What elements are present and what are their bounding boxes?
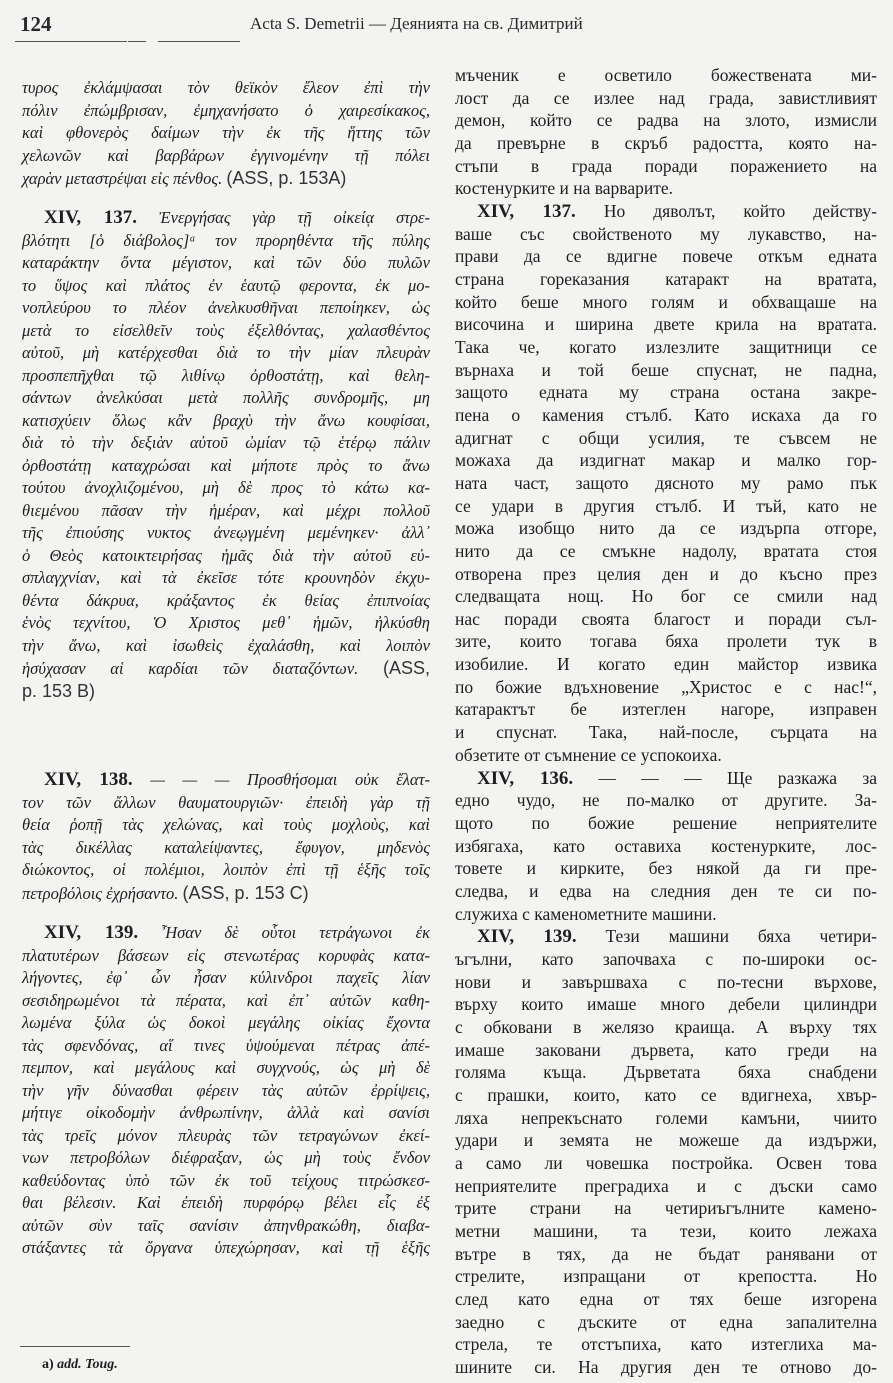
text-line xyxy=(455,132,877,155)
text-line xyxy=(455,1061,877,1084)
text-line xyxy=(455,653,877,676)
line-text: щото по божие решение неприятелите xyxy=(455,813,877,834)
line-text: избягаха, като оставиха костенурките, лос- xyxy=(455,835,877,856)
line-text: ὁ Θεὸς κατοικτειρήσας ἡμᾶς διὰ τὴν αὐτοῦ εὐ- xyxy=(22,545,430,565)
text-line xyxy=(22,657,430,680)
header-rule xyxy=(128,41,146,42)
text-line xyxy=(455,313,877,336)
text-line xyxy=(22,769,430,792)
footnote xyxy=(42,1357,118,1373)
section-136 xyxy=(455,767,877,926)
text-line xyxy=(455,925,877,948)
text-line xyxy=(455,767,877,790)
text-line xyxy=(455,880,877,903)
source-reference: p. 153 B) xyxy=(22,680,96,701)
line-text: νοπλεύρου το πλέον ἀνελκυσθῆναι πεποίηκεν, ὡς xyxy=(22,298,430,317)
text-line xyxy=(22,500,430,523)
line-text: прави да се вдигне повече откъм едната xyxy=(455,246,877,267)
text-line xyxy=(455,109,877,132)
text-line xyxy=(22,100,430,123)
line-text: обзетите от съмнение се успокоиха. xyxy=(455,744,722,765)
text-line xyxy=(455,1016,877,1039)
text-line xyxy=(22,252,430,275)
line-text: имаше заковани дървета, като греди на xyxy=(455,1039,877,1060)
text-line xyxy=(455,404,877,427)
text-line xyxy=(22,635,430,658)
text-line xyxy=(455,155,877,178)
text-line xyxy=(455,857,877,880)
text-line xyxy=(22,1147,430,1170)
text-line xyxy=(455,87,877,110)
paragraph-continuation xyxy=(22,77,430,190)
section-139 xyxy=(455,925,877,1378)
text-line xyxy=(455,1084,877,1107)
text-line xyxy=(455,585,877,608)
line-text: αὐτῶν σὺν ταῖς σανίσιν ἀπηνθρακώθη, διαβα- xyxy=(22,1215,430,1235)
text-line xyxy=(22,990,430,1013)
line-text: Ἐνεργήσας γὰρ τῇ οἰκείᾳ στρε- xyxy=(136,208,430,227)
text-line xyxy=(455,472,877,495)
line-text: χελωνῶν καὶ βαρβάρων ἐγγινομένην τῇ πόλει xyxy=(22,145,430,165)
line-text: λήγοντες, ἐφ᾽ ὧν ἦσαν κύλινδροι παχεῖς λίαν xyxy=(22,968,430,987)
line-text: στάξαντες τὰ ὄργανα ὑπεχώρησαν, καὶ τῇ ἑξῆς xyxy=(22,1238,430,1257)
line-text: τὴν ἄνω, καὶ ἰσωθεὶς ἐχαλάσθη, καὶ λοιπὸν xyxy=(22,635,430,655)
text-line xyxy=(455,64,877,87)
text-line xyxy=(455,517,877,540)
section-number: XIV, 139. xyxy=(44,922,139,943)
line-text: θιεμένου πᾶσαν τὴν ἡμέραν, καὶ μέχρι πολλοῦ xyxy=(22,500,430,520)
text-line xyxy=(22,477,430,500)
text-line xyxy=(22,207,430,230)
text-line xyxy=(455,698,877,721)
line-text: Но дяволът, който действу- xyxy=(575,201,877,222)
line-text: καθεύδοντας ὑπὸ τῶν ἐκ τοῦ τείχους τιτρώσκεσ- xyxy=(22,1170,430,1190)
line-text: заедно с дъските от една запалителна xyxy=(455,1311,877,1332)
line-text: τυρος ἐκλάμψασαι τὸν θεϊκὸν ἔλεον ἐπὶ τὴν xyxy=(22,78,430,97)
section-number: XIV, 137. xyxy=(44,207,137,228)
text-line xyxy=(455,721,877,744)
text-line xyxy=(455,948,877,971)
text-line xyxy=(455,540,877,563)
line-text: след като една от тях беше изгорена xyxy=(455,1288,877,1309)
line-text: καταράκτην ὄντα μέγιστον, καὶ τῶν δύο πυλῶν xyxy=(22,253,430,272)
text-line xyxy=(455,177,877,200)
text-line xyxy=(22,1237,430,1260)
text-line xyxy=(22,792,430,815)
text-line xyxy=(22,365,430,388)
line-text: λωμένα ξύλα ὡς δοκοὶ μεγάλης οἰκίας ἔχοντα xyxy=(22,1013,430,1032)
running-title: Acta S. Demetrii — Деянията на св. Димитрий xyxy=(250,14,583,33)
paragraph-continuation xyxy=(455,64,877,200)
text-line xyxy=(22,1170,430,1193)
text-line xyxy=(22,945,430,968)
line-text: ἑνὸς τεχνίτου, Ὁ Χριστος μεθ᾽ ἡμῶν, ἠλκύσθη xyxy=(22,613,430,632)
text-line xyxy=(455,744,877,767)
text-line xyxy=(455,200,877,223)
line-text: πετροβόλοις ἐχρήσαντο. xyxy=(22,883,183,903)
text-line xyxy=(455,336,877,359)
text-line xyxy=(22,612,430,635)
line-text: неприятелите преградиха и с дъски само xyxy=(455,1175,877,1196)
header-rule xyxy=(158,41,240,42)
line-text: αὐτοῦ, μὴ κατέρχεσθαι διὰ το τὴν μίαν πλευρὰν xyxy=(22,343,430,362)
source-reference: (ASS, p. 153A) xyxy=(226,168,347,188)
section-number: XIV, 137. xyxy=(477,201,576,223)
line-text: ляха непрекъснато големи камъни, чиито xyxy=(455,1107,877,1128)
line-text: лост да се излее над града, завистливият xyxy=(455,87,877,108)
text-line xyxy=(455,1129,877,1152)
line-text: νων πετροβόλων διέφραξαν, ὡς μὴ τοὺς ἔνδον xyxy=(22,1148,430,1167)
line-text: σεσιδηρωμένοι τὰ πέρατα, καὶ ἐπ᾽ αὐτῶν καθη- xyxy=(22,990,430,1010)
text-line xyxy=(22,545,430,568)
line-text: πλατυτέρων βάσεων εἰς στενωτέρας κορυφὰς κατα- xyxy=(22,945,430,965)
line-text: по божие вдъхновение „Христос е с нас!“, xyxy=(455,676,877,697)
line-text: с обковани в желязо краища. А върху тях xyxy=(455,1017,877,1038)
text-line xyxy=(455,1175,877,1198)
text-line xyxy=(22,567,430,590)
line-text: Така че, когато излезлите защитници се xyxy=(455,336,877,357)
line-text: θεία ῥοπῇ τὰς χελώνας, καὶ τοὺς μοχλοὺς, καὶ xyxy=(22,815,430,834)
line-text: τὰς δικέλλας καταλείψαντες, ἔφυγον, μηδενὸς xyxy=(22,837,430,857)
text-line xyxy=(22,432,430,455)
line-text: τούτου ἀνοχλιζομένου, μὴ δὲ προς τὸ κάτω κα- xyxy=(22,478,430,497)
line-text: τῆς ἐπιούσης νυκτος ἀνεῳγμένη μεμένηκεν· ἀλλ᾽ xyxy=(22,523,430,542)
text-line xyxy=(455,1039,877,1062)
text-line xyxy=(22,1125,430,1148)
text-line xyxy=(455,245,877,268)
line-text: Ἦσαν δὲ οὗτοι τετράγωνοι ἐκ xyxy=(138,923,430,942)
line-text: ната част, защото дясното му рамо пък xyxy=(455,472,877,493)
text-line xyxy=(22,167,430,190)
text-line xyxy=(22,590,430,613)
text-line xyxy=(455,563,877,586)
line-text: ὀρθοστάτῃ καταχρώσαι καὶ μήποτε πρὸς το ἄνω xyxy=(22,455,430,475)
line-text: върнаха и той беше спуснат, не падна, xyxy=(455,359,877,380)
text-line xyxy=(22,1102,430,1125)
line-text: нови и завършваха с по-тесни върхове, xyxy=(455,971,877,992)
line-text: нито да се смъкне надолу, вратата стоя xyxy=(455,540,877,561)
line-text: костенурките и на варварите. xyxy=(455,178,674,199)
text-line xyxy=(455,1152,877,1175)
text-line xyxy=(455,1288,877,1311)
text-line xyxy=(22,145,430,168)
line-text: катарактът бе изтеглен нагоре, изправен xyxy=(455,699,877,720)
text-line xyxy=(455,1197,877,1220)
text-line xyxy=(22,837,430,860)
text-line xyxy=(22,320,430,343)
text-line xyxy=(22,387,430,410)
header-rule xyxy=(15,41,127,42)
text-line xyxy=(22,1192,430,1215)
footnote-text: add. Toug. xyxy=(57,1357,118,1372)
text-line xyxy=(455,1265,877,1288)
text-line xyxy=(455,789,877,812)
line-text: διὰ τὸ τὴν δεξιὰν αὐτοῦ ὠμίαν τῷ ἑτέρῳ πάλιν xyxy=(22,433,430,452)
line-text: височина и ширина двете крила на вратата. xyxy=(455,314,877,335)
line-text: κατισχύειν ὅλως κἂν βραχὺ τὴν ἄνω κουφίσαι, xyxy=(22,410,430,430)
line-text: трите страни на четириъгълните камено- xyxy=(455,1198,877,1219)
text-line xyxy=(455,495,877,518)
text-line xyxy=(22,455,430,478)
text-line xyxy=(22,297,430,320)
line-text: да превърне в скръб радостта, която на- xyxy=(455,132,877,153)
text-line xyxy=(22,882,430,905)
page-number: 124 xyxy=(20,12,52,36)
section-137 xyxy=(22,207,430,702)
line-text: мъченик е осветило божествената ми- xyxy=(455,65,877,85)
text-line xyxy=(22,1215,430,1238)
line-text: τὰς τρεῖς μόνον πλευρὰς τῶν τετραγώνων ἐκεί- xyxy=(22,1125,430,1145)
line-text: който беше много голям и обхващаше на xyxy=(455,291,877,312)
line-text: можа изобщо нито да се издърпа отгоре, xyxy=(455,518,877,539)
text-line xyxy=(22,967,430,990)
line-text: служиха с каменометните машини. xyxy=(455,903,717,924)
text-line xyxy=(455,291,877,314)
line-text: се удари в другия стълб. И тъй, като не xyxy=(455,495,877,516)
line-text: върху които имаше много дебели цилиндри xyxy=(455,994,877,1015)
line-text: нас поради своята благост и поради съл- xyxy=(455,608,877,629)
line-text: τὰς σφενδόνας, αἵ τινες ὑψούμεναι πέτρας ἀπέ- xyxy=(22,1035,430,1055)
line-text: ваше със свойственото му лукавство, на- xyxy=(455,223,877,244)
text-line xyxy=(22,814,430,837)
text-line xyxy=(455,268,877,291)
line-text: вътре в тях, да не бъдат ранявани от xyxy=(455,1243,877,1264)
line-text: μήτιγε οἰκοδομὴν ἀνθρωπίνην, ἀλλὰ καὶ σανίσι xyxy=(22,1103,430,1122)
line-text: следва, и едва на следния ден те си по- xyxy=(455,881,877,902)
text-line xyxy=(22,859,430,882)
text-line xyxy=(455,1333,877,1356)
text-line xyxy=(455,223,877,246)
text-line xyxy=(22,1012,430,1035)
line-text: το ὕψος καὶ πλάτος ἐν ἑαυτῷ φεροντα, ἐκ μο- xyxy=(22,275,430,295)
text-line xyxy=(455,449,877,472)
section-number: XIV, 138. xyxy=(44,769,133,790)
line-text: демон, който се радва на злото, измисли xyxy=(455,110,877,131)
line-text: Тези машини бяха четири- xyxy=(576,926,878,947)
text-line xyxy=(22,680,430,703)
text-line xyxy=(22,230,430,253)
line-text: страна гореказания катаракт на вратата, xyxy=(455,268,877,289)
line-text: τὴν γῆν δύνασθαι φέρειν τὰς αὐτῶν ἐρρίψεις, xyxy=(22,1080,430,1100)
line-text: товете и кирките, без някой да ги пре- xyxy=(455,858,877,879)
line-text: следващата нощ. Но бог се смили над xyxy=(455,586,877,607)
line-text: голяма къща. Дърветата бяха снабдени xyxy=(455,1062,877,1083)
line-text: отворена през целия ден и до късно през xyxy=(455,563,877,584)
source-reference: (ASS, p. 153 C) xyxy=(182,882,309,903)
line-text: изобилие. И когато един майстор извика xyxy=(455,654,877,675)
line-text: — — — Ще разкажа за xyxy=(573,767,877,788)
text-line xyxy=(22,410,430,433)
section-138 xyxy=(22,769,430,904)
line-text: удари и земята не можеше да издържи, xyxy=(455,1130,877,1151)
section-139 xyxy=(22,922,430,1260)
line-text: τον τῶν ἄλλων θαυματουργιῶν· ἐπειδὴ γὰρ τῇ xyxy=(22,792,430,812)
text-line xyxy=(22,922,430,945)
line-text: зите, които тогава бяха пролети тук в xyxy=(455,631,877,652)
section-number: XIV, 139. xyxy=(477,926,577,948)
text-line xyxy=(455,971,877,994)
line-text: стъпи в града поради поражението на xyxy=(455,155,877,176)
line-text: шините си. На другия ден те отново до- xyxy=(455,1356,877,1377)
line-text: а само ли човешка постройка. Освен това xyxy=(455,1153,877,1174)
line-text: θαι βέλεσιν. Καὶ ἐπειδὴ πυρφόρῳ βέλει εἷς ἐξ xyxy=(22,1193,430,1212)
text-line xyxy=(455,427,877,450)
text-line xyxy=(22,275,430,298)
line-text: с прашки, които, като се вдигнеха, хвър- xyxy=(455,1085,877,1106)
text-line xyxy=(455,359,877,382)
text-line xyxy=(455,835,877,858)
footnote-rule xyxy=(20,1346,130,1347)
line-text: διώκοντος, οἱ πολέμιοι, λοιπὸν ἐπὶ τῇ ἑξῆς τοῖς xyxy=(22,860,430,879)
footnote-marker: a) xyxy=(42,1357,54,1372)
line-text: стрелите, изпращани от крепостта. Но xyxy=(455,1266,877,1287)
line-text: метни машини, та тези, които лежаха xyxy=(455,1220,877,1241)
line-text: καὶ φθονερὸς δαίμων τὴν ἐκ τῆς ἥττης τῶν xyxy=(22,123,430,142)
source-reference: (ASS, xyxy=(382,658,430,678)
section-number: XIV, 136. xyxy=(477,767,574,789)
text-line xyxy=(455,1356,877,1379)
line-text: пена о камения стълб. Като искаха да го xyxy=(455,404,877,425)
line-text: едно чудо, не по-малко от другите. За- xyxy=(455,790,877,811)
line-text: защото едната му страна остана закре- xyxy=(455,382,877,403)
line-text: адигнат с общи усилия, те съвсем не xyxy=(455,427,877,448)
text-line xyxy=(22,122,430,145)
text-line xyxy=(455,608,877,631)
section-137 xyxy=(455,200,877,766)
line-text: и спуснат. Така, най-после, сърцата на xyxy=(455,722,877,743)
line-text: πόλιν ἐπώμβρισαν, ἐμηχανήσατο ὁ χαιρεσίκακος, xyxy=(22,100,430,120)
line-text: ъгълни, като започваха с по-широки ос- xyxy=(455,949,877,970)
line-text: θέντα δάκρυα, κράξαντος ἐκ θείας ἐπιπνοίας xyxy=(22,590,430,610)
line-text: σπλαγχνίαν, καὶ τὰ ἐκεῖσε τότε κρουνηδὸν ἐκχυ- xyxy=(22,568,430,587)
text-line xyxy=(455,676,877,699)
text-line xyxy=(22,1035,430,1058)
line-text: χαρὰν μεταστρέψαι εἰς πένθος. xyxy=(22,169,227,188)
text-line xyxy=(455,381,877,404)
line-text: πεμπον, καὶ μεγάλους καὶ συγχνούς, ὡς μὴ δὲ xyxy=(22,1058,430,1077)
text-line xyxy=(455,993,877,1016)
line-text: стрела, те отстъпиха, като изтеглиха ма- xyxy=(455,1334,877,1355)
text-line xyxy=(22,1080,430,1103)
text-line xyxy=(455,630,877,653)
line-text: βλότητι [ὁ διάβολος]ᵃ τον προρηθέντα τῆς πύλης xyxy=(22,230,430,250)
text-line xyxy=(22,522,430,545)
text-line xyxy=(455,903,877,926)
text-line xyxy=(455,1311,877,1334)
line-text: можаха да издигнат макар и малко гор- xyxy=(455,450,877,471)
text-line xyxy=(455,1107,877,1130)
line-text: μετὰ το εἰσελθεῖν τοὺς ἐξελθόντας, χαλασθέντος xyxy=(22,320,430,340)
line-text: — — — Προσθήσομαι οὐκ ἔλατ- xyxy=(132,770,430,789)
text-line xyxy=(455,1220,877,1243)
line-text: σάντων ἀνελκύσαι μετὰ πολλῆς συνδρομῆς, μη xyxy=(22,388,430,407)
text-line xyxy=(455,1243,877,1266)
text-line xyxy=(22,342,430,365)
line-text: προσπεπῆχθαι τῷ λιθίνῳ ὀρθοστάτῃ, καὶ θελη- xyxy=(22,365,430,385)
text-line xyxy=(22,77,430,100)
text-line xyxy=(455,812,877,835)
text-line xyxy=(22,1057,430,1080)
line-text: ἡσύχασαν αἱ καρδίαι τῶν διαταζόντων. xyxy=(22,659,383,678)
